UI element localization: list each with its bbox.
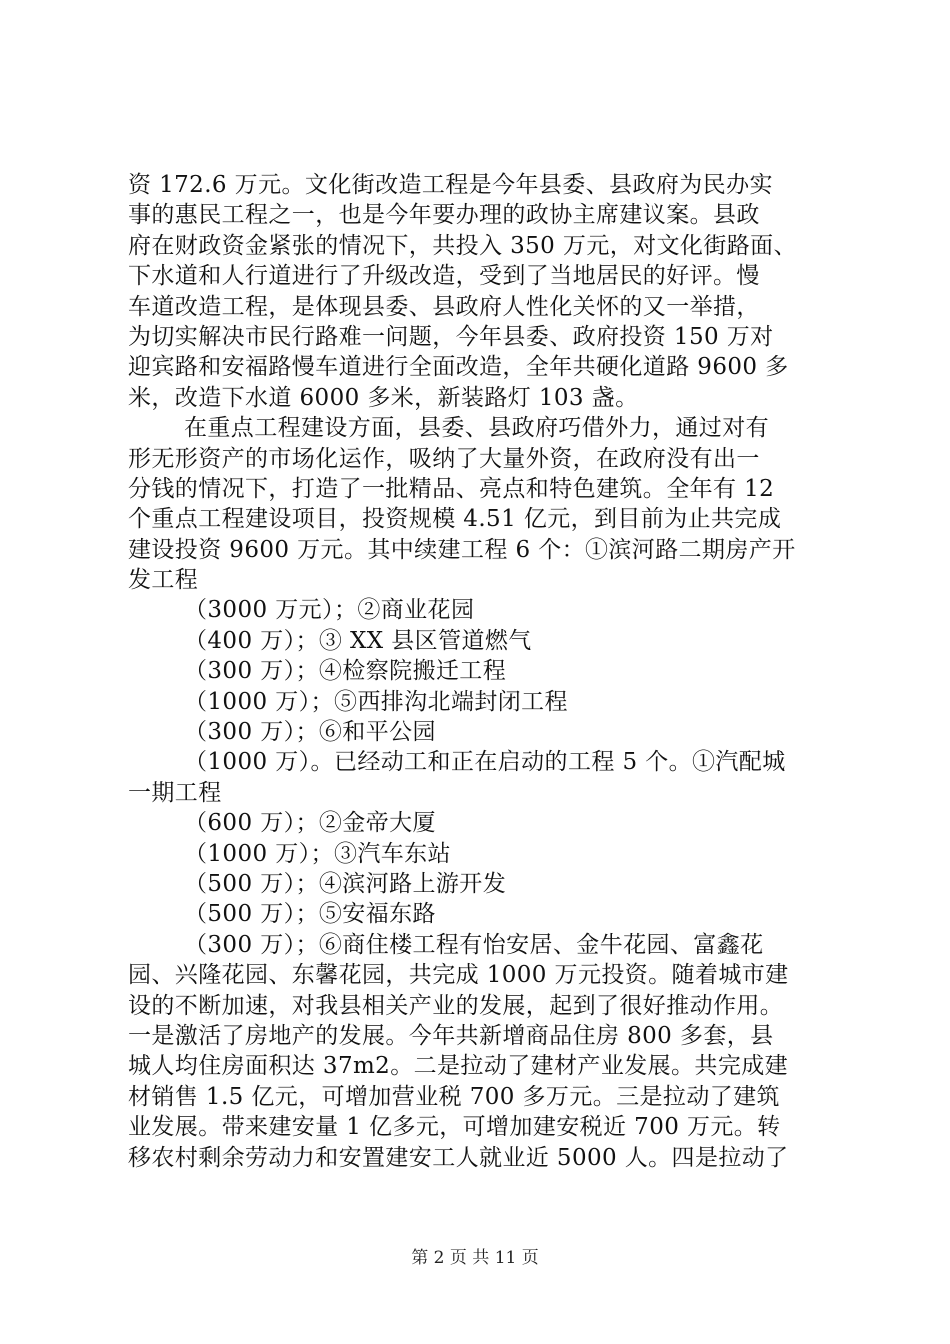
text-line: （1000 万）。已经动工和正在启动的工程 5 个。①汽配城 — [184, 749, 786, 776]
text-line: 业发展。带来建安量 1 亿多元，可增加建安税近 700 万元。转 — [128, 1114, 781, 1141]
text-line: 发工程 — [128, 567, 199, 594]
text-line: 建设投资 9600 万元。其中续建工程 6 个：①滨河路二期房产开 — [128, 536, 796, 563]
text-line: （600 万）；②金帝大厦 — [184, 810, 436, 837]
text-line: （500 万）；④滨河路上游开发 — [184, 870, 507, 897]
text-line: 城人均住房面积达 37m2。二是拉动了建材产业发展。共完成建 — [128, 1053, 789, 1080]
text-line: （1000 万）；③汽车东站 — [184, 840, 451, 867]
text-line: （3000 万元）；②商业花园 — [184, 597, 475, 624]
text-line: 迎宾路和安福路慢车道进行全面改造，全年共硬化道路 9600 多 — [128, 354, 789, 381]
text-line: （1000 万）；⑤西排沟北端封闭工程 — [184, 688, 568, 715]
text-line: 府在财政资金紧张的情况下，共投入 350 万元，对文化街路面、 — [128, 232, 797, 259]
text-line: 事的惠民工程之一，也是今年要办理的政协主席建议案。县政 — [128, 202, 760, 229]
text-line: 一期工程 — [128, 779, 222, 806]
document-body — [128, 170, 840, 1173]
text-line: （300 万）；⑥和平公园 — [184, 719, 436, 746]
text-line: （300 万）；⑥商住楼工程有怡安居、金牛花园、富鑫花 — [184, 931, 764, 958]
text-line: 一是激活了房地产的发展。今年共新增商品住房 800 多套，县 — [128, 1022, 774, 1049]
text-line: 园、兴隆花园、东馨花园，共完成 1000 万元投资。随着城市建 — [128, 962, 789, 989]
text-line: （400 万）；③ XX 县区管道燃气 — [184, 627, 532, 654]
text-line: 在重点工程建设方面，县委、县政府巧借外力，通过对有 — [184, 415, 769, 442]
text-line: 车道改造工程，是体现县委、县政府人性化关怀的又一举措， — [128, 293, 760, 320]
text-line: 设的不断加速，对我县相关产业的发展，起到了很好推动作用。 — [128, 992, 784, 1019]
text-line: 移农村剩余劳动力和安置建安工人就业近 5000 人。四是拉动了 — [128, 1144, 789, 1171]
text-line: （500 万）；⑤安福东路 — [184, 901, 436, 928]
text-line: 米，改造下水道 6000 多米，新装路灯 103 盏。 — [128, 384, 639, 411]
text-line: 为切实解决市民行路难一问题，今年县委、政府投资 150 万对 — [128, 323, 774, 350]
text-line: 下水道和人行道进行了升级改造，受到了当地居民的好评。慢 — [128, 263, 760, 290]
page-number-footer: 第 2 页 共 11 页 — [411, 1248, 539, 1268]
text-line: 材销售 1.5 亿元，可增加营业税 700 多万元。三是拉动了建筑 — [128, 1083, 780, 1110]
text-line: （300 万）；④检察院搬迁工程 — [184, 658, 507, 685]
text-line: 资 172.6 万元。文化街改造工程是今年县委、县政府为民办实 — [128, 172, 773, 198]
text-line: 个重点工程建设项目，投资规模 4.51 亿元，到目前为止共完成 — [128, 506, 782, 533]
text-line: 分钱的情况下，打造了一批精品、亮点和特色建筑。全年有 12 — [128, 475, 775, 502]
text-line: 形无形资产的市场化运作，吸纳了大量外资，在政府没有出一 — [128, 445, 760, 472]
